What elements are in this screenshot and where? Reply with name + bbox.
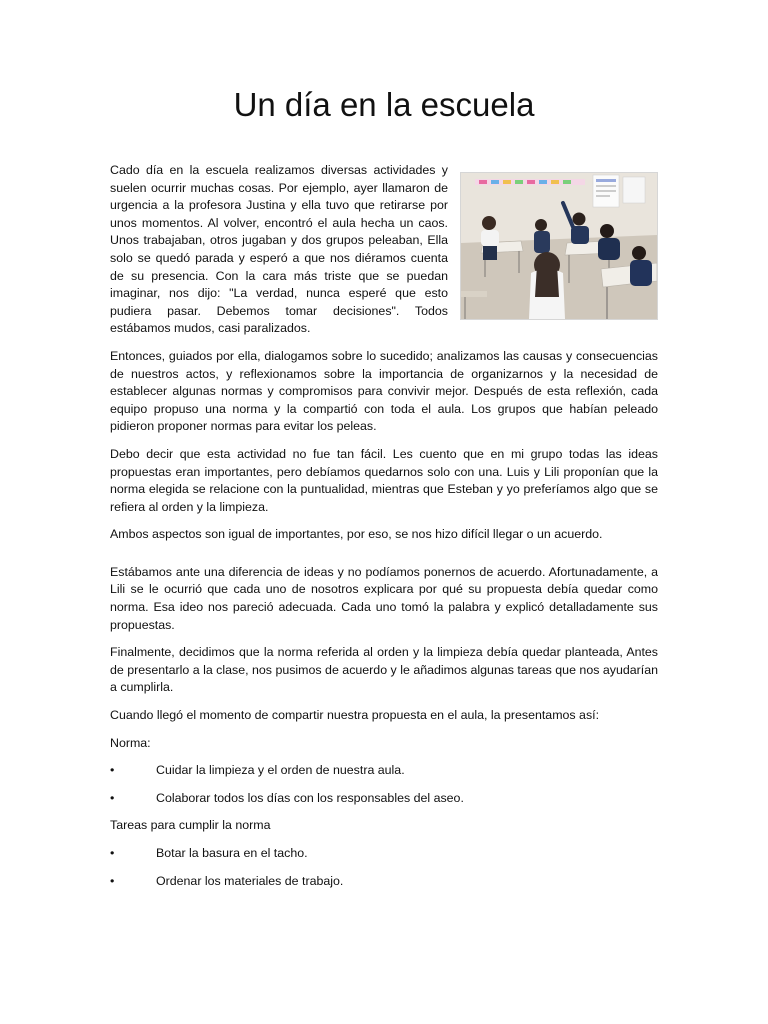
paragraph-7: Cuando llegó el momento de compartir nuestra propuesta en el aula, la presentamos así:	[110, 708, 600, 723]
classroom-illustration	[461, 173, 657, 319]
paragraph-1: Cado día en la escuela realizamos diversas actividades y suelen ocurrir muchas cosas. Por ejemplo, ayer llamaron de urgencia a la profesora Justina y ella tuvo que retirarse por unos momentos. Al volver, encontró el aula hecha un caos. Unos trabajaban, otros jugaban y dos grupos peleaban, Ella solo se quedó parada y esperó a que nos diéramos cuenta de su presencia. Con la cara más triste que se puedan imaginar, nos dijo: "La verdad, nunca esperé que esto pudiera pasar. Debemos tomar decisiones". Todos estábamos mudos, casi paralizados.	[110, 163, 448, 336]
paragraph-3: Debo decir que esta actividad no fue tan fácil. Les cuento que en mi grupo todas las ideas propuestas eran importantes, pero debíamos quedarnos solo con una. Luis y Lili proponían que la norma elegida se relacione con la puntualidad, mientras que Esteban y yo preferíamos algo que se refiera al orden y la limpieza.	[110, 446, 658, 514]
bullet-glyph: •	[110, 790, 115, 805]
tarea-item	[110, 845, 658, 863]
document-body	[110, 162, 658, 900]
classroom-photo	[460, 172, 658, 320]
norma-item-text: Cuidar la limpieza y el orden de nuestra aula.	[156, 763, 405, 778]
paragraph-5: Estábamos ante una diferencia de ideas y no podíamos ponernos de acuerdo. Afortunadamente, a Lili se le ocurrió que cada uno de nosotros explicara por qué su propuesta debía quedar como norma. Esa ideo nos pareció adecuada. Cada uno tomó la palabra y explicó detalladamente sus propuestas.	[110, 564, 658, 632]
tareas-heading: Tareas para cumplir la norma	[110, 818, 271, 833]
tarea-item	[110, 873, 658, 891]
norma-heading: Norma:	[110, 735, 151, 750]
paragraph-4: Ambos aspectos son igual de importantes, por eso, se nos hizo difícil llegar o un acuerdo.	[110, 527, 603, 542]
paragraph-6: Finalmente, decidimos que la norma referida al orden y la limpieza debía quedar planteada, Antes de presentarlo a la clase, nos pusimos de acuerdo y le añadimos algunas tareas que nos ayudarían a cumplirla.	[110, 645, 658, 695]
norma-item-text: Colaborar todos los días con los responsables del aseo.	[156, 790, 464, 805]
bullet-glyph: •	[110, 873, 115, 888]
tarea-item-text: Botar la basura en el tacho.	[156, 846, 308, 860]
bullet-glyph: •	[110, 763, 115, 778]
norma-item	[110, 790, 658, 808]
paragraph-2: Entonces, guiados por ella, dialogamos sobre lo sucedido; analizamos las causas y consecuencias de nuestros actos, y reflexionamos sobre la importancia de organizarnos y la necesidad de establecer algunas normas y compromisos para convivir mejor. Después de esta reflexión, cada equipo propuso una norma y la compartió con toda el aula. Los grupos que habían peleado pidieron proponer normas para evitar los peleas.	[110, 348, 658, 434]
document-title: Un día en la escuela	[233, 86, 535, 123]
tarea-item-text: Ordenar los materiales de trabajo.	[156, 873, 344, 888]
bullet-glyph: •	[110, 846, 115, 860]
norma-item	[110, 762, 658, 780]
